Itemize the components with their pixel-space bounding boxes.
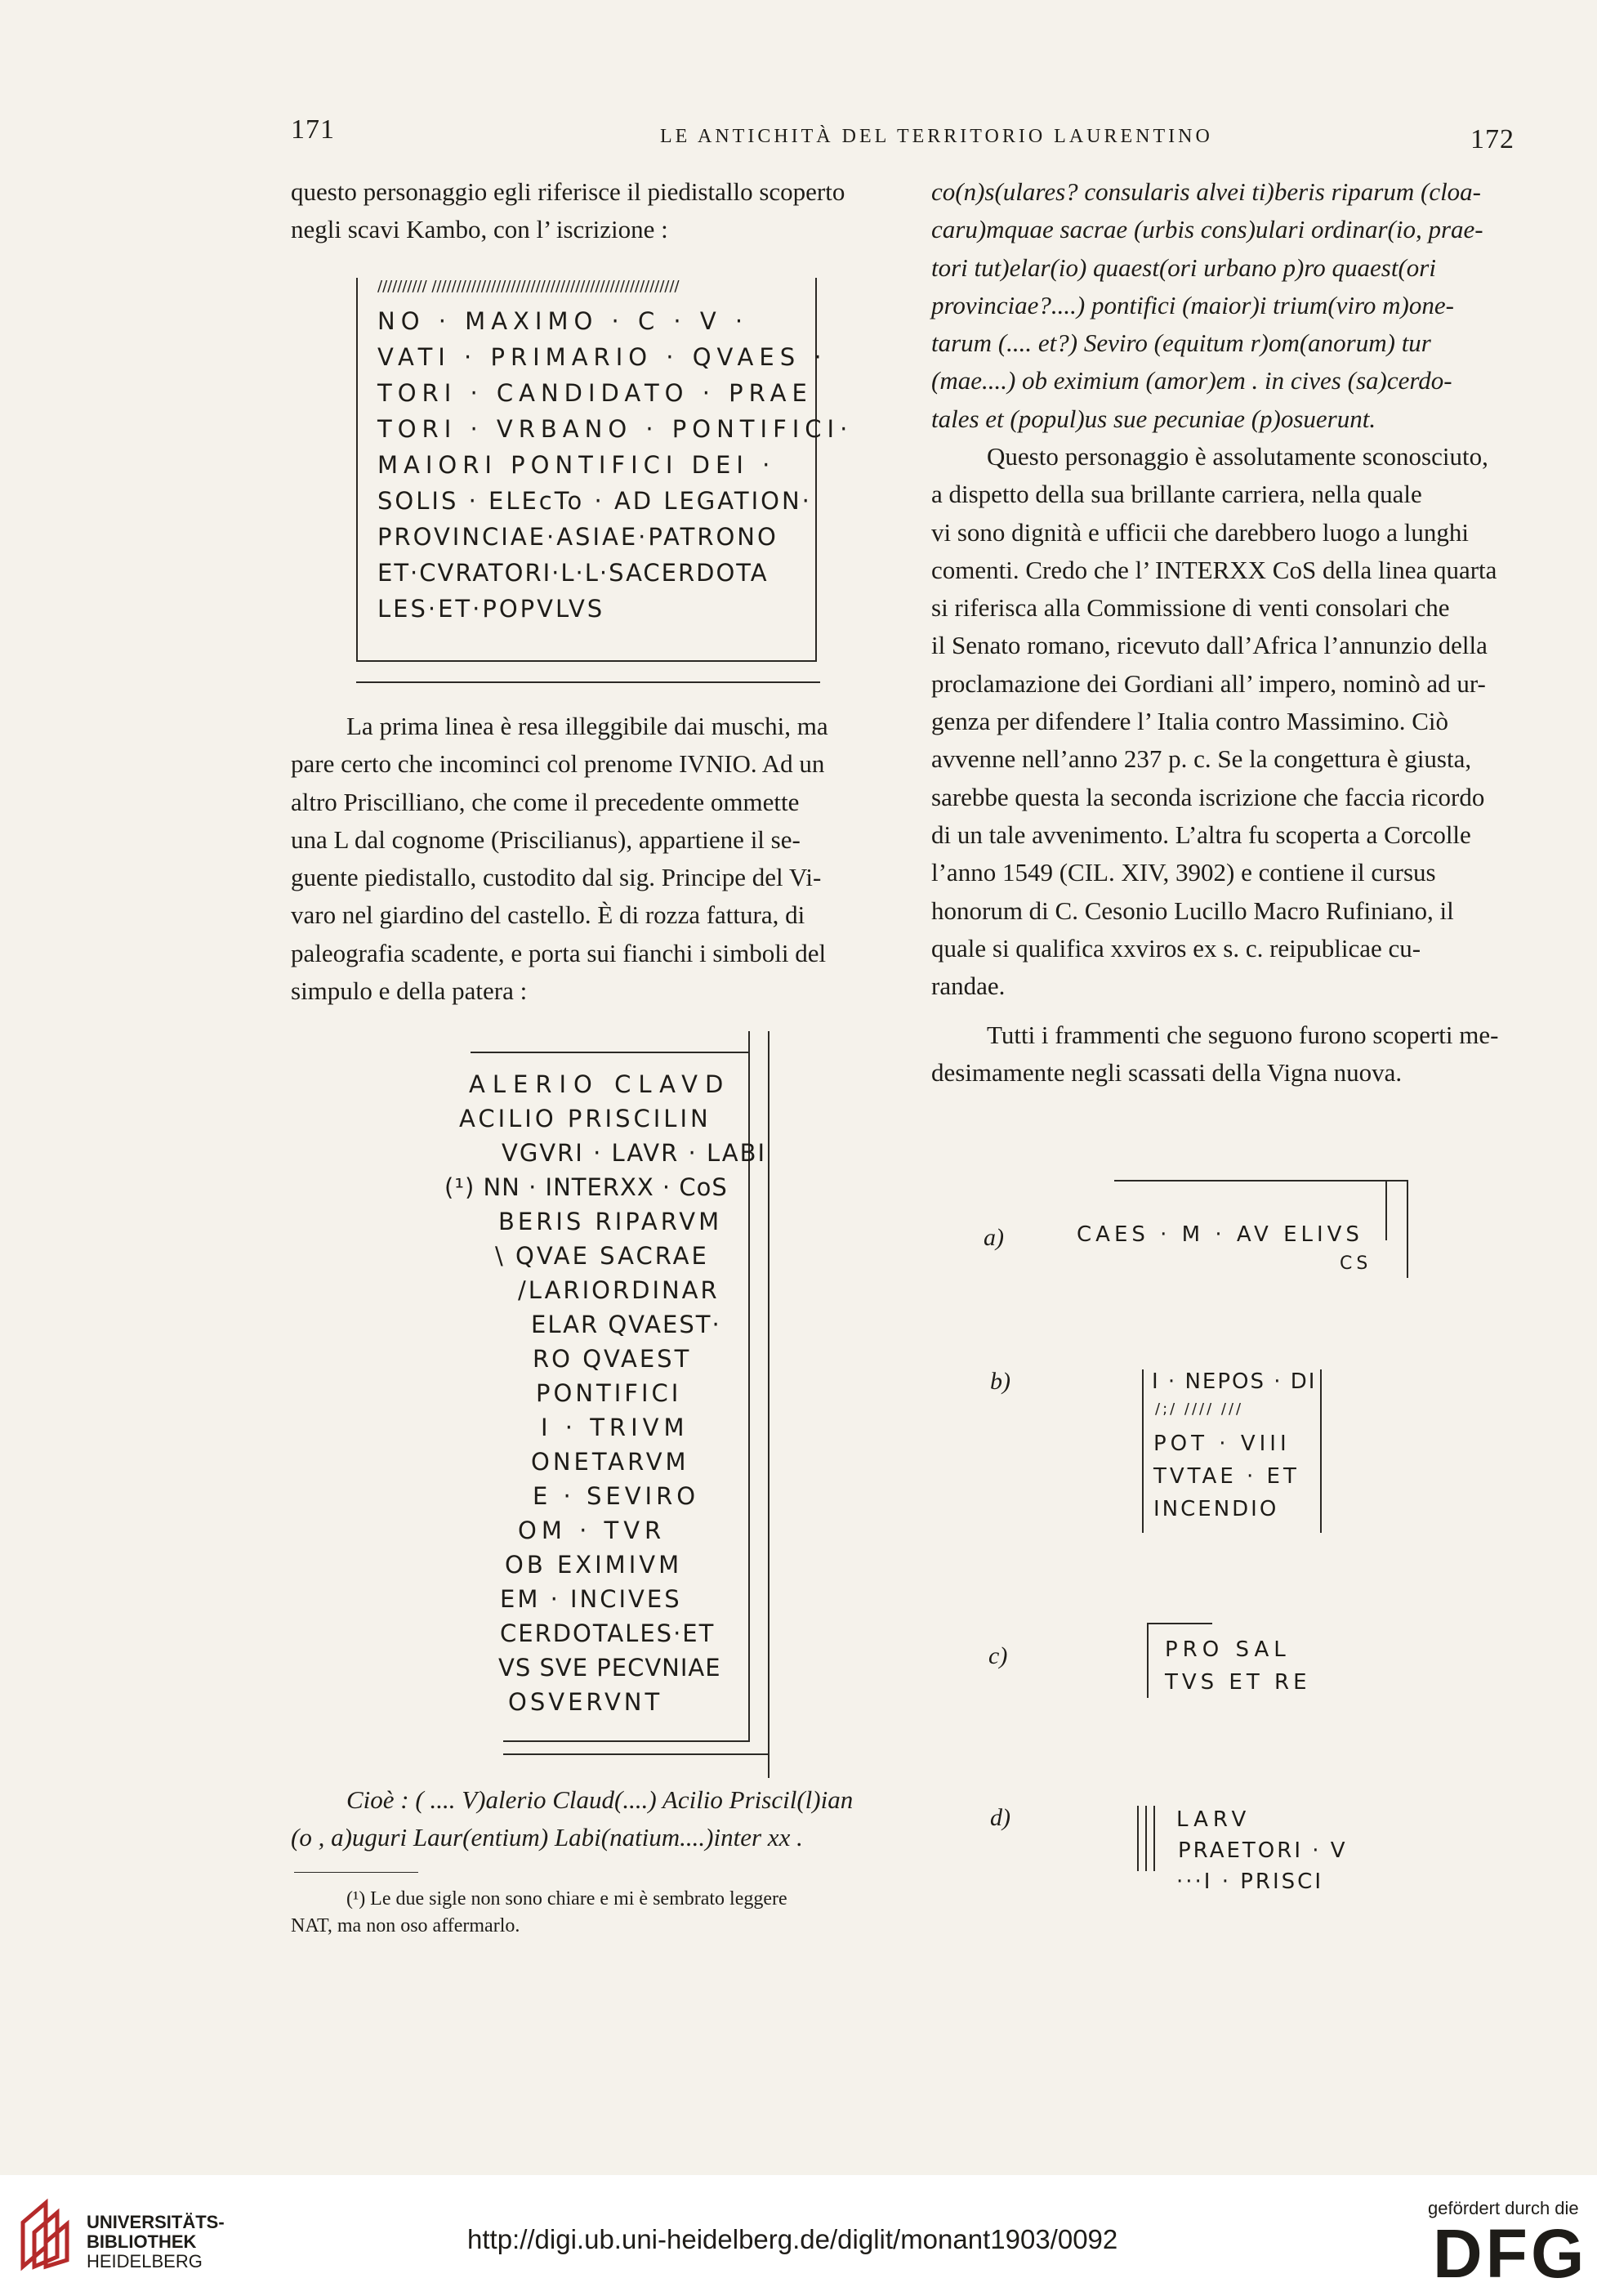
inscription-line: E · SEVIRO	[533, 1482, 700, 1510]
text-line: il Senato romano, ricevuto dall’Africa l’annunzio della	[931, 631, 1488, 660]
text-line: proclamazione dei Gordiani all’ impero, nominò ad ur-	[931, 668, 1486, 698]
inscription-line: OM · TVR	[518, 1517, 667, 1544]
right-page-number: 172	[1470, 124, 1514, 154]
fragment-d-edge-1	[1137, 1806, 1139, 1871]
text-line: si riferisca alla Commissione di venti consolari che	[931, 593, 1450, 623]
inscription-line: /LARIORDINAR	[518, 1276, 720, 1304]
fragment-d-edge-2	[1145, 1806, 1147, 1871]
inscription-line: PROVINCIAE·ASIAE·PATRONO	[377, 523, 778, 551]
footnote	[291, 1886, 892, 1940]
text-line: randae.	[931, 972, 1006, 1001]
text-line: comenti. Credo che l’ INTERXX CoS della linea quarta	[931, 555, 1497, 584]
inscription-line: TORI · CANDIDATO · PRAE	[377, 379, 813, 407]
text-line: l’anno 1549 (CIL. XIV, 3902) e contiene il cursus	[931, 858, 1436, 887]
library-name-line: BIBLIOTHEK	[87, 2231, 197, 2252]
fragment-d-line: ···I · PRISCI	[1176, 1869, 1323, 1894]
inscription-line: EM · INCIVES	[500, 1585, 682, 1613]
fragment-b-line: POT · VIII	[1153, 1432, 1291, 1456]
inscription-line: SOLIS · ELEcTo · AD LEGATION·	[377, 487, 812, 515]
text-line: Cioè : ( .... V)alerio Claud(....) Acilio Priscil(l)ian	[346, 1785, 854, 1814]
left-intro	[291, 173, 879, 249]
text-line: genza per difendere l’ Italia contro Massimino. Ciò	[931, 707, 1448, 736]
fragment-b-line: TVTAE · ET	[1153, 1464, 1300, 1489]
text-line: caru)mquae sacrae (urbis cons)ulari ordinar(io, prae-	[931, 215, 1483, 244]
dfg-logo: DFG	[1433, 2215, 1588, 2292]
inscription-2-base-line	[503, 1740, 748, 1742]
left-reading	[291, 1781, 892, 1857]
left-paragraph-1	[291, 708, 885, 1010]
text-line: tori tut)elar(io) quaest(ori urbano p)ro quaest(ori	[931, 252, 1436, 282]
left-page-number: 171	[291, 114, 335, 145]
right-paragraph-3	[931, 1016, 1519, 1092]
text-line: paleografia scadente, e porta sui fianchi i simboli del	[291, 938, 827, 967]
fragment-a-edge-2	[1407, 1180, 1408, 1278]
library-name	[87, 2213, 225, 2271]
inscription-line: ALERIO CLAVD	[469, 1070, 731, 1098]
text-line: Questo personaggio è assolutamente sconosciuto,	[987, 442, 1488, 471]
text-line: questo personaggio egli riferisce il piedistallo scoperto	[291, 177, 845, 206]
inscription-line: CERDOTALES·ET	[500, 1619, 716, 1647]
inscription-line: VGVRI · LAVR · LABI	[502, 1139, 767, 1167]
text-line: di un tale avvenimento. L’altra fu scoperta a Corcolle	[931, 820, 1471, 849]
fragment-c-label: c)	[988, 1642, 1008, 1669]
inscription-line: VS SVE PECVNIAE	[498, 1654, 721, 1682]
text-line: NAT, ma non oso affermarlo.	[291, 1915, 520, 1936]
text-line: (mae....) ob eximium (amor)em . in cives (sa)cerdo-	[931, 366, 1452, 395]
fragment-c-left-edge	[1147, 1623, 1149, 1698]
text-line: a dispetto della sua brillante carriera, nella quale	[931, 480, 1422, 509]
fragment-b-label: b)	[990, 1368, 1010, 1395]
inscription-line: OB EXIMIVM	[505, 1551, 683, 1579]
text-line: La prima linea è resa illeggibile dai muschi, ma	[346, 712, 828, 740]
fragment-b-left-edge	[1142, 1369, 1144, 1533]
inscription-2-top-line	[471, 1052, 748, 1053]
fragment-d-line: PRAETORI · V	[1178, 1838, 1348, 1863]
inscription-line: ELAR QVAEST·	[531, 1311, 721, 1338]
digitization-footer	[0, 2175, 1597, 2296]
running-title: LE ANTICHITÀ DEL TERRITORIO LAURENTINO	[660, 126, 1213, 147]
fragment-c-line: TVS ET RE	[1165, 1670, 1311, 1695]
footnote-separator	[294, 1872, 418, 1873]
text-line: sarebbe questa la seconda iscrizione che faccia ricordo	[931, 782, 1485, 811]
inscription-line: ACILIO PRISCILIN	[459, 1105, 712, 1132]
fragment-d-line: LARV	[1176, 1807, 1251, 1832]
right-paragraph-2	[931, 438, 1519, 1005]
text-line: desimamente negli scassati della Vigna nuova.	[931, 1058, 1403, 1088]
text-line: vi sono dignità e ufficii che darebbero luogo a lunghi	[931, 517, 1470, 547]
text-line: simpulo e della patera :	[291, 976, 528, 1006]
funding-note: gefördert durch die	[1428, 2198, 1579, 2218]
fragment-b-line: INCENDIO	[1153, 1497, 1279, 1521]
text-line: tarum (.... et?) Seviro (equitum r)om(anorum) tur	[931, 328, 1431, 358]
inscription-line: VATI · PRIMARIO · QVAES ·	[377, 343, 827, 371]
illegible-line: ////////// //////////////////////////////////////////////////	[377, 278, 680, 295]
inscription-line: RO QVAEST	[533, 1345, 692, 1373]
inscription-line: MAIORI PONTIFICI DEI ·	[377, 451, 776, 479]
right-continuation	[931, 173, 1519, 438]
text-line: pare certo che incominci col prenome IVNIO. Ad un	[291, 749, 825, 779]
fragment-d-label: d)	[990, 1804, 1010, 1831]
inscription-1-base-line	[356, 681, 820, 683]
library-name-line: UNIVERSITÄTS-	[87, 2212, 225, 2232]
text-line: Tutti i frammenti che seguono furono scoperti me-	[987, 1021, 1499, 1049]
fragment-d-edge-3	[1153, 1806, 1155, 1871]
permalink-url[interactable]: http://digi.ub.uni-heidelberg.de/diglit/monant1903/0092	[467, 2224, 1118, 2254]
text-line: tales et (popul)us sue pecuniae (p)osuerunt.	[931, 404, 1376, 433]
library-name-line: HEIDELBERG	[87, 2251, 203, 2271]
inscription-line: ET·CVRATORI·L·L·SACERDOTA	[377, 559, 769, 587]
fragment-a-line: CS	[1340, 1253, 1372, 1274]
fragment-b-right-edge	[1320, 1369, 1322, 1533]
text-line: provinciae?....) pontifici (maior)i trium(viro m)one-	[931, 290, 1454, 319]
fragment-a-edge	[1385, 1180, 1387, 1240]
text-line: quale si qualifica xxviros ex s. c. reipublicae cu-	[931, 933, 1421, 963]
inscription-line: I · TRIVM	[541, 1414, 689, 1441]
inscription-line: PONTIFICI	[536, 1379, 682, 1407]
inscription-line: BERIS RIPARVM	[498, 1208, 723, 1235]
fragment-c-line: PRO SAL	[1165, 1637, 1291, 1662]
text-line: honorum di C. Cesonio Lucillo Macro Rufiniano, il	[931, 896, 1454, 925]
inscription-line: (¹) NN · INTERXX · CoS	[444, 1173, 728, 1201]
inscription-line: TORI · VRBANO · PONTIFICI·	[377, 415, 854, 443]
fragment-a-top-line	[1114, 1180, 1407, 1182]
text-line: avvenne nell’anno 237 p. c. Se la congettura è giusta,	[931, 744, 1472, 774]
text-line: (o , a)uguri Laur(entium) Labi(natium....)inter xx .	[291, 1823, 803, 1852]
fragment-a-label: a)	[984, 1224, 1004, 1251]
inscription-line: \ QVAE SACRAE	[495, 1242, 709, 1270]
fragment-b-line: /;/ //// ///	[1155, 1400, 1244, 1418]
text-line: (¹) Le due sigle non sono chiare e mi è sembrato leggere	[346, 1888, 787, 1910]
inscription-2-right-edge-1	[748, 1031, 750, 1742]
inscription-line: OSVERVNT	[508, 1688, 663, 1716]
inscription-line: LES·ET·POPVLVS	[377, 595, 605, 623]
text-line: guente piedistallo, custodito dal sig. Principe del Vi-	[291, 863, 822, 892]
fragment-a-line: CAES · M · AV ELIVS	[1077, 1222, 1363, 1247]
inscription-line: NO · MAXIMO · C · V ·	[377, 307, 749, 335]
fragment-b-line: I · NEPOS · DI	[1152, 1369, 1317, 1394]
text-line: negli scavi Kambo, con l’ iscrizione :	[291, 215, 668, 244]
inscription-line: ONETARVM	[531, 1448, 689, 1476]
text-line: varo nel giardino del castello. È di rozza fattura, di	[291, 900, 805, 930]
text-line: altro Priscilliano, che come il precedente ommette	[291, 787, 800, 816]
inscription-1-box	[356, 278, 854, 662]
inscription-2-base-line-2	[503, 1753, 768, 1755]
fragment-c-top-line	[1147, 1623, 1212, 1624]
text-line: una L dal cognome (Priscilianus), appartiene il se-	[291, 824, 801, 854]
library-logo-icon	[15, 2195, 72, 2271]
text-line: co(n)s(ulares? consularis alvei ti)beris riparum (cloa-	[931, 177, 1482, 206]
inscription-2-right-edge-2	[768, 1031, 770, 1778]
